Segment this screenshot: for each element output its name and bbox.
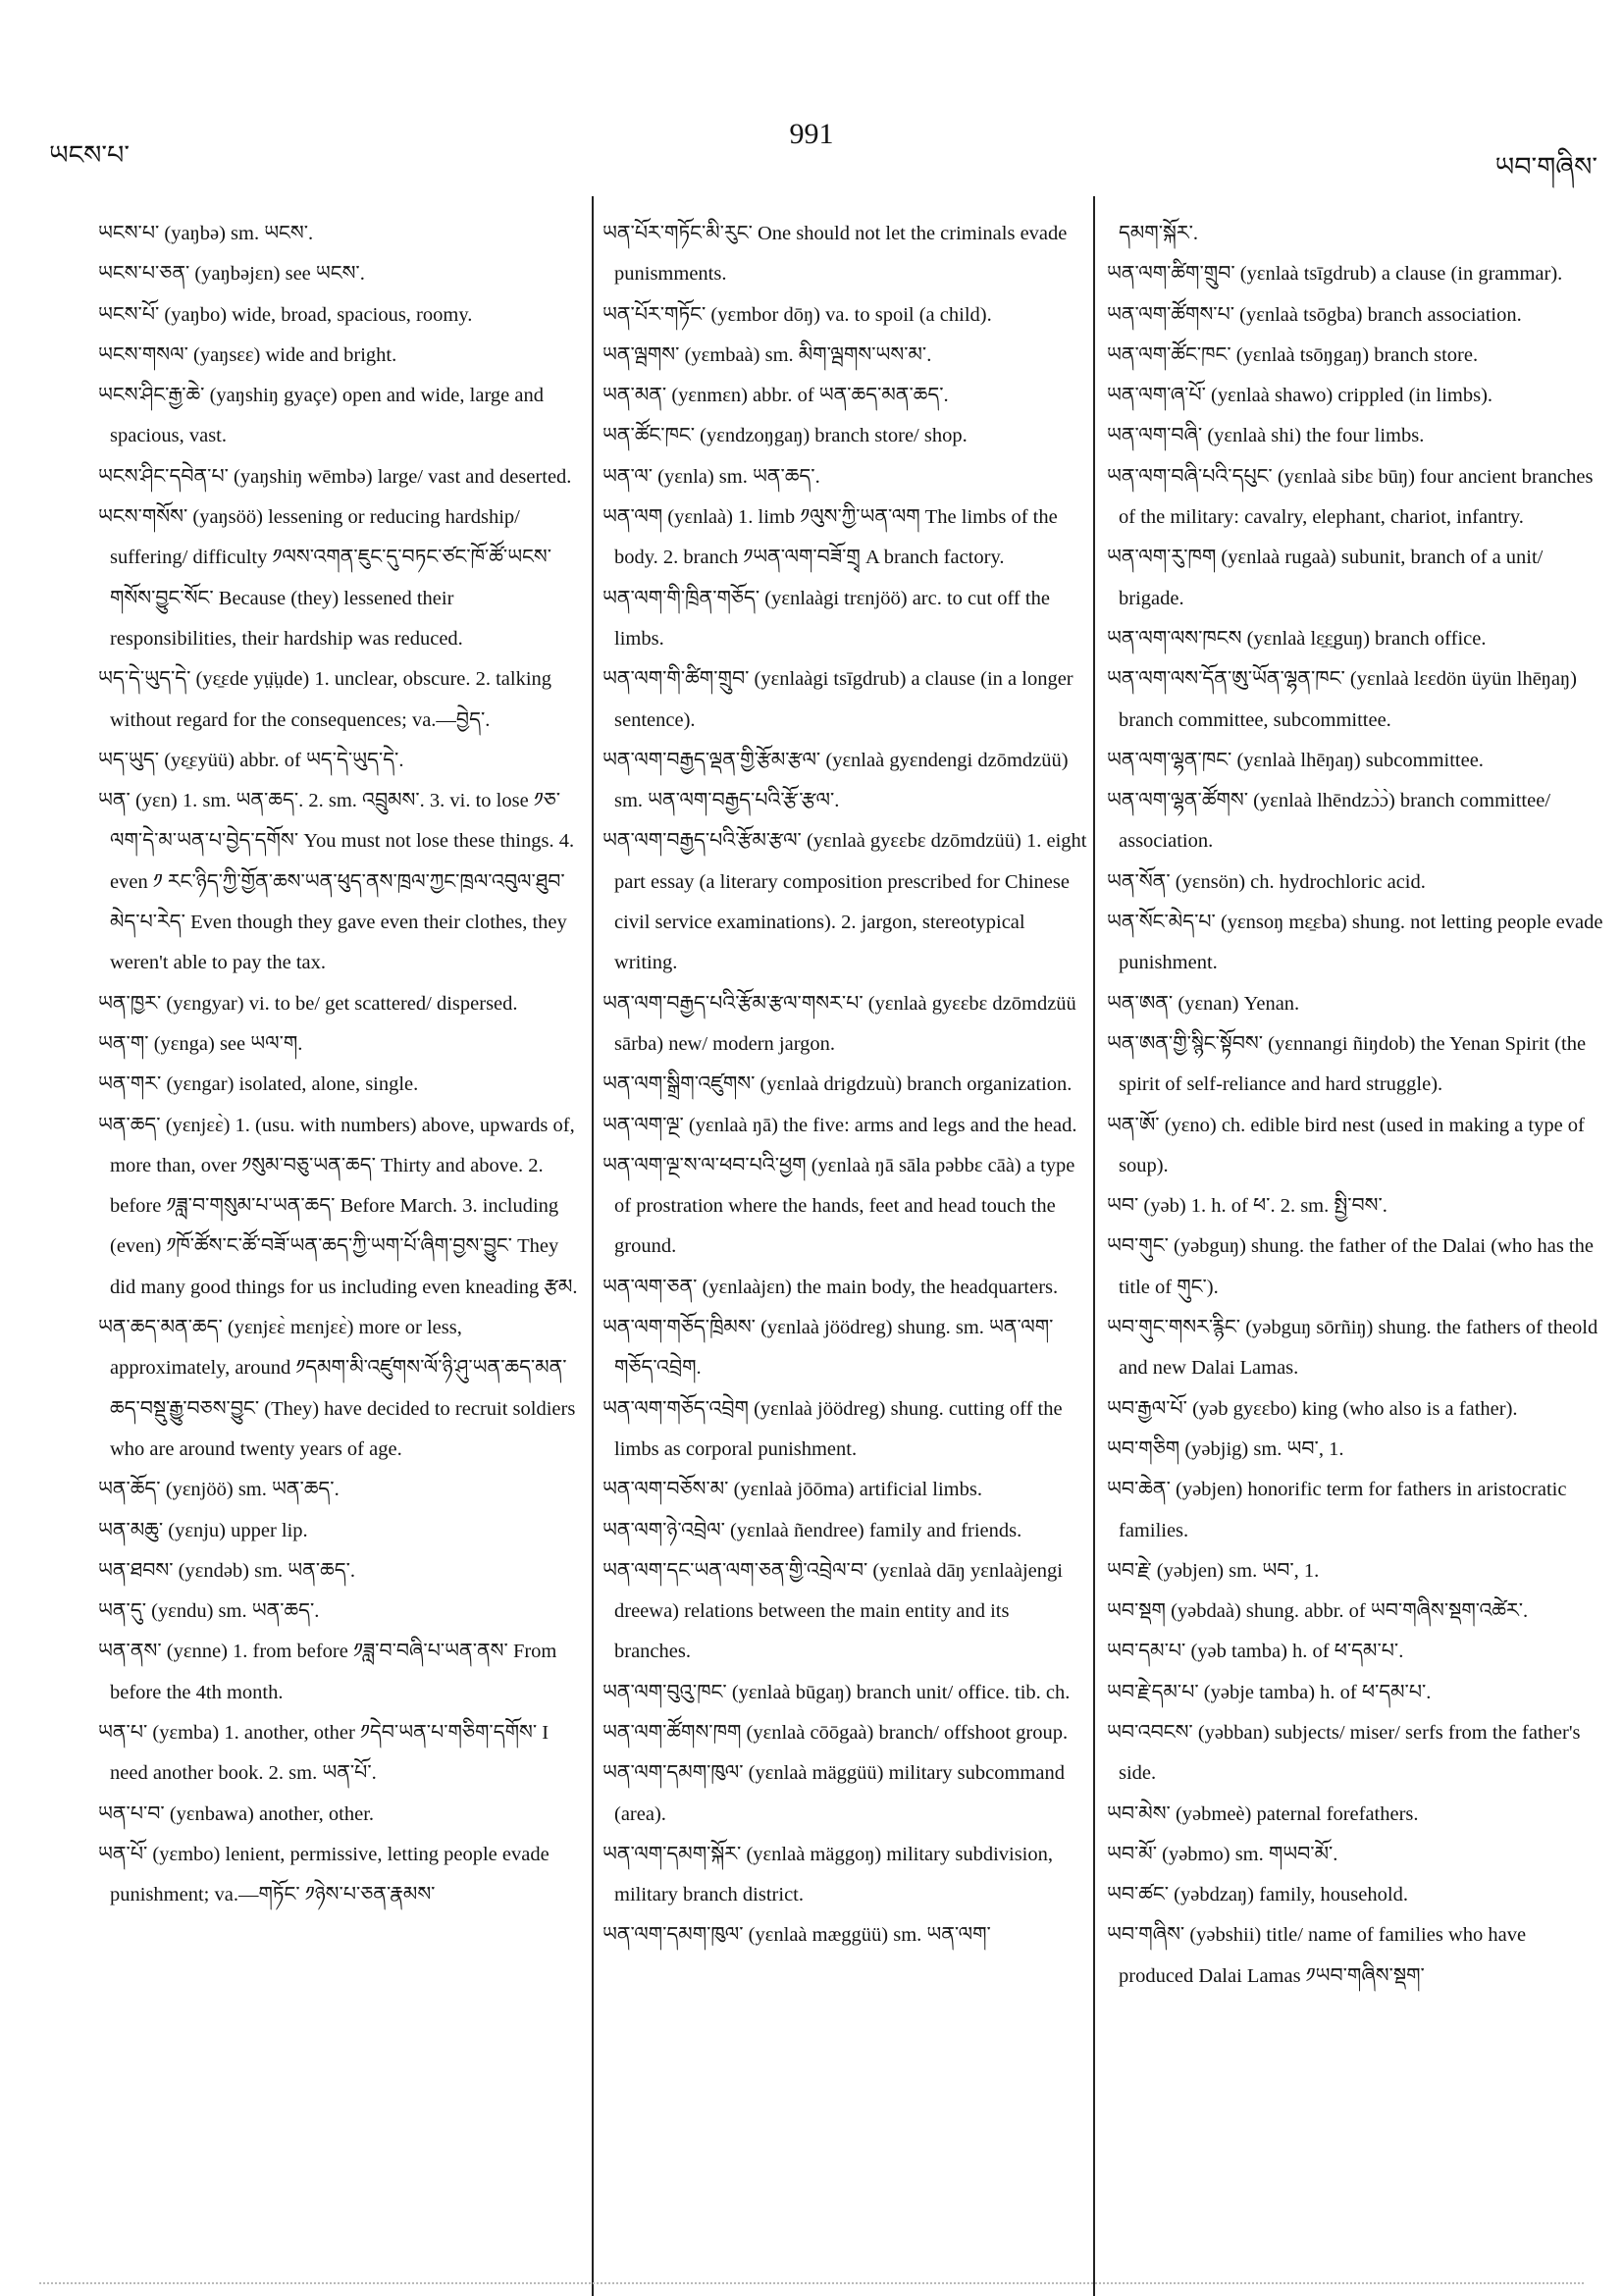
dictionary-entry: ཡན་པོ་ (yɛmbo) lenient, permissive, letting people evade punishment; va.—གཏོང་ ༡ཉེས་པ་ཅན་རྣམས་: [98, 1843, 550, 1906]
dictionary-entry: ཡངས་ཤིང་རྒྱ་ཆེ་ (yaŋshiŋ gyaçe) open and wide, large and spacious, vast.: [98, 385, 544, 447]
dictionary-entry: ཡན་ལག་ཚོང་ཁང་ (yɛnlaà tsōŋgaŋ) branch store.: [1107, 343, 1479, 366]
dictionary-entry: ཡན་ཨན་ (yɛnan) Yenan.: [1107, 992, 1300, 1015]
dictionary-entry: ཡན་ལག་གཅོད་འབྲེག (yɛnlaà jöödreg) shung. cutting off the limbs as corporal punishment.: [602, 1397, 1063, 1460]
dictionary-entry: ཡངས་གསལ་ (yaŋsɛɛ) wide and bright.: [98, 343, 397, 366]
dictionary-entry: ཡན་ལག་བུའུ་ཁང་ (yɛnlaà būgaŋ) branch unit/ office. tib. ch.: [602, 1681, 1071, 1703]
dictionary-entry: ཡབ་ཆེན་ (yəbjen) honorific term for fathers in aristocratic families.: [1107, 1479, 1567, 1541]
dictionary-entry: ཡབ་རྗེ་ (yəbjen) sm. ཡབ་, 1.: [1107, 1559, 1320, 1582]
dictionary-entry: ཡབ་གུང་གསར་རྙིང་ (yəbguŋ sōrñiŋ) shung. the fathers of theold and new Dalai Lamas.: [1107, 1317, 1598, 1380]
dictionary-entry: ཡངས་པ་ཅན་ (yaŋbəjɛn) see ཡངས་.: [98, 263, 365, 286]
column-divider-left: [592, 196, 594, 2296]
dictionary-entry: དམག་སྐོར་.: [1119, 223, 1199, 244]
dictionary-entry: ཡན་ལག་ཉེ་འབྲེལ་ (yɛnlaà ñendree) family and friends.: [602, 1519, 1022, 1541]
dictionary-entry: ཡན་ག་ (yɛnga) see ཡལ་ག.: [98, 1032, 303, 1055]
page-number: 991: [789, 118, 834, 150]
dictionary-entry: ཡབ་གཞིས་ (yəbshii) title/ name of families who have produced Dalai Lamas ༡ཡབ་གཞིས་སྡག་: [1107, 1924, 1527, 1987]
dictionary-entry: ཡན་ལག་དམག་སྐོར་ (yɛnlaà mäggoŋ) military subdivision, military branch district.: [602, 1843, 1054, 1906]
dictionary-column-3: [1107, 214, 1605, 2284]
dictionary-entry: ཡད་ཡུད་ (yɛ̱ɛyüü) abbr. of ཡད་དེ་ཡུད་དེ་.: [98, 749, 404, 771]
dictionary-entry: ཡན་ལག་གི་ཁྲིན་གཅོད་ (yɛnlaàgi trɛnjöö) arc. to cut off the limbs.: [602, 587, 1050, 650]
dictionary-entry: ཡན་ལག་དང་ཡན་ལག་ཅན་གྱི་འབྲེལ་བ་ (yɛnlaà dāŋ yɛnlaàjengi dreewa) relations between the main entity and its branches.: [602, 1559, 1063, 1663]
dictionary-entry: ཡན་གར་ (yɛngar) isolated, alone, single.: [98, 1073, 419, 1096]
dictionary-entry: ཡན་ལག་སྒྲིག་འཛུགས་ (yɛnlaà drigdzuù) branch organization.: [602, 1073, 1073, 1096]
dictionary-entry: ཡན་ལག་ལྔ་ས་ལ་ཕབ་པའི་ཕྱག (yɛnlaà ŋā sāla pəbbɛ cāà) a type of prostration where the hands, feet and head touch the ground.: [602, 1154, 1075, 1258]
dictionary-entry: ཡབ་མོ་ (yəbmo) sm. གཡབ་མོ་.: [1107, 1843, 1338, 1865]
dictionary-entry: ཡན་ལག་གཅོད་ཁྲིམས་ (yɛnlaà jöödreg) shung. sm. ཡན་ལག་གཅོད་འབྲེག.: [602, 1317, 1054, 1380]
dictionary-entry: ཡན་ལག་ཚོགས་པ་ (yɛnlaà tsōgba) branch association.: [1107, 303, 1522, 326]
dictionary-entry: ཡན་ལག་ལྷན་ཚོགས་ (yɛnlaà lhēndzɔ̀ɔ̀) branch committee/ association.: [1107, 790, 1551, 853]
dictionary-entry: ཡན་ལག་ལྔ་ (yɛnlaà ŋā) the five: arms and legs and the head.: [602, 1114, 1077, 1136]
dictionary-entry: ཡན་སོང་མེད་པ་ (yɛnsoŋ mɛ̱ɛba) shung. not letting people evade punishment.: [1107, 912, 1603, 974]
dictionary-entry: ཡན་ལག་དམག་ཁུལ་ (yɛnlaà mæggüü) sm. ཡན་ལག་: [602, 1924, 991, 1947]
dictionary-entry: ཡན་ལག་བཞི་ (yɛnlaà shi) the four limbs.: [1107, 425, 1425, 447]
dictionary-entry: ཡན་དུ་ (yɛndu) sm. ཡན་ཆད་.: [98, 1600, 320, 1623]
dictionary-entry: ཡན་ནས་ (yɛnne) 1. from before ༡ཟླ་བ་བཞི་པ་ཡན་ནས་ From before the 4th month.: [98, 1641, 557, 1703]
dictionary-entry: ཡན་ལག་བཞི་པའི་དཔུང་ (yɛnlaà sibɛ būŋ) four ancient branches of the military: cavalry, elephant, chariot, infantry.: [1107, 465, 1594, 529]
dictionary-entry: ཡན་ལག་ལྷན་ཁང་ (yɛnlaà lhēŋaŋ) subcommittee.: [1107, 749, 1484, 771]
dictionary-column-1: [98, 214, 579, 2284]
dictionary-entry: ཡན་ལག་བརྒྱད་པའི་རྩོམ་རྩལ་ (yɛnlaà gyɛɛbɛ dzōmdzüü) 1. eight part essay (a literary composition prescribed for Chinese civil service examinations). 2. jargon, stereotypical writing.: [602, 830, 1087, 974]
dictionary-entry: ཡན་ལག་བཅོས་མ་ (yɛnlaà jōōma) artificial limbs.: [602, 1479, 982, 1501]
running-head-right: ཡབ་གཞིས་: [1494, 152, 1597, 182]
dictionary-column-2: [602, 214, 1088, 2284]
dictionary-entry: ཡན་ལྦགས་ (yɛmbaà) sm. མིག་ལྦགས་ཡས་མ་.: [602, 343, 932, 366]
dictionary-entry: ཡན་ལག (yɛnlaà) 1. limb ༡ལུས་ཀྱི་ཡན་ལག The limbs of the body. 2. branch ༡ཡན་ལག་བཟོ་གྲྭ A branch factory.: [602, 506, 1058, 569]
dictionary-entry: ཡད་དེ་ཡུད་དེ་ (yɛ̱ɛde yṳ̈ṳde) 1. unclear, obscure. 2. talking without regard for the consequences; va.—བྱེད་.: [98, 668, 552, 731]
dictionary-entry: ཡན་ཐབས་ (yɛndəb) sm. ཡན་ཆད་.: [98, 1559, 356, 1582]
dictionary-entry: ཡན་ལག་དམག་ཁུལ་ (yɛnlaà mäggüü) military subcommand (area).: [602, 1762, 1065, 1825]
dictionary-entry: ཡན་ཁྱར་ (yɛngyar) vi. to be/ get scattered/ dispersed.: [98, 992, 518, 1015]
dictionary-entry: ཡངས་པོ་ (yaŋbo) wide, broad, spacious, roomy.: [98, 303, 473, 326]
dictionary-entry: ཡབ་གཅིག (yəbjig) sm. ཡབ་, 1.: [1107, 1437, 1344, 1460]
dictionary-entry: ཡབ་རྗེ་དམ་པ་ (yəbje tamba) h. of ཕ་དམ་པ་.: [1107, 1681, 1432, 1703]
dictionary-entry: ཡབ་གུང་ (yəbguŋ) shung. the father of the Dalai (who has the title of གུང་).: [1107, 1235, 1594, 1298]
dictionary-entry: ཡན་ལག་བརྒྱད་ལྡན་གྱི་རྩོམ་རྩལ་ (yɛnlaà gyɛndengi dzōmdzüü) sm. ཡན་ལག་བརྒྱད་པའི་རྩོ་རྩལ་.: [602, 749, 1069, 812]
dictionary-entry: ཡན་ལག་བརྒྱད་པའི་རྩོམ་རྩལ་གསར་པ་ (yɛnlaà gyɛɛbɛ dzōmdzüü sārba) new/ modern jargon.: [602, 992, 1076, 1055]
dictionary-entry: ཡན་ལག་རུ་ཁག (yɛnlaà rugaà) subunit, branch of a unit/ brigade.: [1107, 547, 1544, 609]
dictionary-entry: ཡབ་སྡག (yəbdaà) shung. abbr. of ཡབ་གཞིས་སྡག་འཚེར་.: [1107, 1600, 1529, 1623]
dictionary-entry: ཡན་ལག་ཚོགས་ཁག (yɛnlaà cōōgaà) branch/ offshoot group.: [602, 1721, 1069, 1744]
dictionary-entry: ཡན་པ་ (yɛmba) 1. another, other ༡དེབ་ཡན་པ་གཅིག་དགོས་ I need another book. 2. sm. ཡན་པོ་.: [98, 1721, 550, 1785]
dictionary-entry: ཡབ་འབངས་ (yəbban) subjects/ miser/ serfs from the father's side.: [1107, 1721, 1581, 1785]
dictionary-entry: ཡན་ལག་ལས་དོན་ཨུ་ཡོན་ལྷན་ཁང་ (yɛnlaà lɛɛdön üyün lhēŋaŋ) branch committee, subcommittee.: [1107, 668, 1578, 731]
dictionary-entry: ཡན་ལ་ (yɛnla) sm. ཡན་ཆད་.: [602, 465, 820, 488]
dictionary-entry: ཡན་མཆུ་ (yɛnju) upper lip.: [98, 1519, 308, 1541]
dictionary-entry: ཡན་སོན་ (yɛnsön) ch. hydrochloric acid.: [1107, 870, 1426, 893]
dictionary-entry: ཡན་ (yɛn) 1. sm. ཡན་ཆད་. 2. sm. འབྲུམས་. 3. vi. to lose ༡ཅ་ལག་དེ་མ་ཡན་པ་བྱེད་དགོས་ You must not lose these things. 4. even ༡ རང་ཉིད་ཀྱི་གྱོན་ཆས་ཡན་ཕུད་ནས་ཁྲལ་ཀྱང་ཁྲལ་འབུལ་ཐུབ་མེད་པ་རེད་ Even though they gave even their clothes, they weren't able to pay the tax.: [98, 790, 575, 974]
dictionary-entry: ཡན་ལག་ཚིག་གྲུབ་ (yɛnlaà tsīgdrub) a clause (in grammar).: [1107, 263, 1563, 286]
dictionary-entry: ཡན་ཚོང་ཁང་ (yɛndzoŋgaŋ) branch store/ shop.: [602, 425, 968, 447]
dictionary-entry: ཡན་ཆོད་ (yɛnjöö) sm. ཡན་ཆད་.: [98, 1479, 340, 1501]
dictionary-entry: ཡབ་རྒྱལ་པོ་ (yəb gyɛɛbo) king (who also is a father).: [1107, 1397, 1518, 1420]
dictionary-entry: ཡན་ཆད་མན་ཆད་ (yɛnjɛɛ̀ mɛnjɛɛ̀) more or less, approximately, around ༡དམག་མི་འཛུགས་ལོ་ཉི་ཤུ་ཡན་ཆད་མན་ཆད་བསྡུ་རྒྱུ་བཅས་བྱུང་ (They) have decided to recruit soldiers who are around twenty years of age.: [98, 1317, 576, 1460]
dictionary-entry: ཡན་ལག་ཞ་པོ་ (yɛnlaà shawo) crippled (in limbs).: [1107, 385, 1493, 407]
running-head-left: ཡངས་པ་: [49, 140, 131, 170]
dictionary-entry: ཡངས་ཤིང་དབེན་པ་ (yaŋshiŋ wēmbə) large/ vast and deserted.: [98, 465, 572, 488]
dictionary-entry: ཡན་པོར་གཏོང་མི་རུང་ One should not let the criminals evade punismments.: [602, 223, 1068, 286]
dictionary-entry: ཡངས་གསོས་ (yaŋsöö) lessening or reducing hardship/ suffering/ difficulty ༡ལས་འགན་ཇུང་དུ་བཏང་ཙང་ཁོ་ཚོ་ཡངས་གསོས་བྱུང་སོང་ Because (they) lessened their responsibilities, their hardship was reduced.: [98, 506, 552, 650]
dictionary-entry: ཡངས་པ་ (yaŋbə) sm. ཡངས་.: [98, 223, 314, 244]
dictionary-entry: ཡབ་དམ་པ་ (yəb tamba) h. of ཕ་དམ་པ་.: [1107, 1641, 1404, 1663]
dictionary-entry: ཡན་ལག་ལས་ཁངས (yɛnlaà lɛ̱ɛ̱guŋ) branch office.: [1107, 627, 1487, 650]
page-bottom-edge: [39, 2282, 1584, 2286]
dictionary-entry: ཡན་ཆད་ (yɛnjɛɛ̀) 1. (usu. with numbers) above, upwards of, more than, over ༡སུམ་བཅུ་ཡན་ཆད་ Thirty and above. 2. before ༡ཟླ་བ་གསུམ་པ་ཡན་ཆད་ Before March. 3. including (even) ༡ཁོ་ཚོས་ང་ཚོ་བཟོ་ཡན་ཆད་ཀྱི་ཡག་པོ་ཞིག་བྱས་བྱུང་ They did many good things for us including even kneading རྩམ.: [98, 1114, 578, 1298]
dictionary-entry: ཡབ་མེས་ (yəbmeè) paternal forefathers.: [1107, 1802, 1419, 1825]
dictionary-entry: ཡན་ཨན་གྱི་སྙིང་སྟོབས་ (yɛnnangi ñiŋdob) the Yenan Spirit (the spirit of self-reliance and hard struggle).: [1107, 1032, 1587, 1096]
dictionary-entry: ཡབ་ (yəb) 1. h. of ཕ་. 2. sm. སྤྱི་བས་.: [1107, 1195, 1387, 1218]
dictionary-entry: ཡན་ཨོ་ (yɛno) ch. edible bird nest (used in making a type of soup).: [1107, 1114, 1585, 1176]
dictionary-entry: ཡབ་ཚང་ (yəbdzaŋ) family, household.: [1107, 1884, 1408, 1906]
dictionary-entry: ཡན་པོར་གཏོང་ (yɛmbor dōŋ) va. to spoil (a child).: [602, 303, 992, 326]
dictionary-entry: ཡན་ལག་ཅན་ (yɛnlaàjɛn) the main body, the headquarters.: [602, 1276, 1059, 1298]
dictionary-entry: ཡན་པ་བ་ (yɛnbawa) another, other.: [98, 1802, 375, 1825]
dictionary-entry: ཡན་ལག་གི་ཚིག་གྲུབ་ (yɛnlaàgi tsīgdrub) a clause (in a longer sentence).: [602, 668, 1073, 731]
column-divider-right: [1093, 196, 1095, 2296]
dictionary-entry: ཡན་མན་ (yɛnmɛn) abbr. of ཡན་ཆད་མན་ཆད་.: [602, 385, 949, 407]
